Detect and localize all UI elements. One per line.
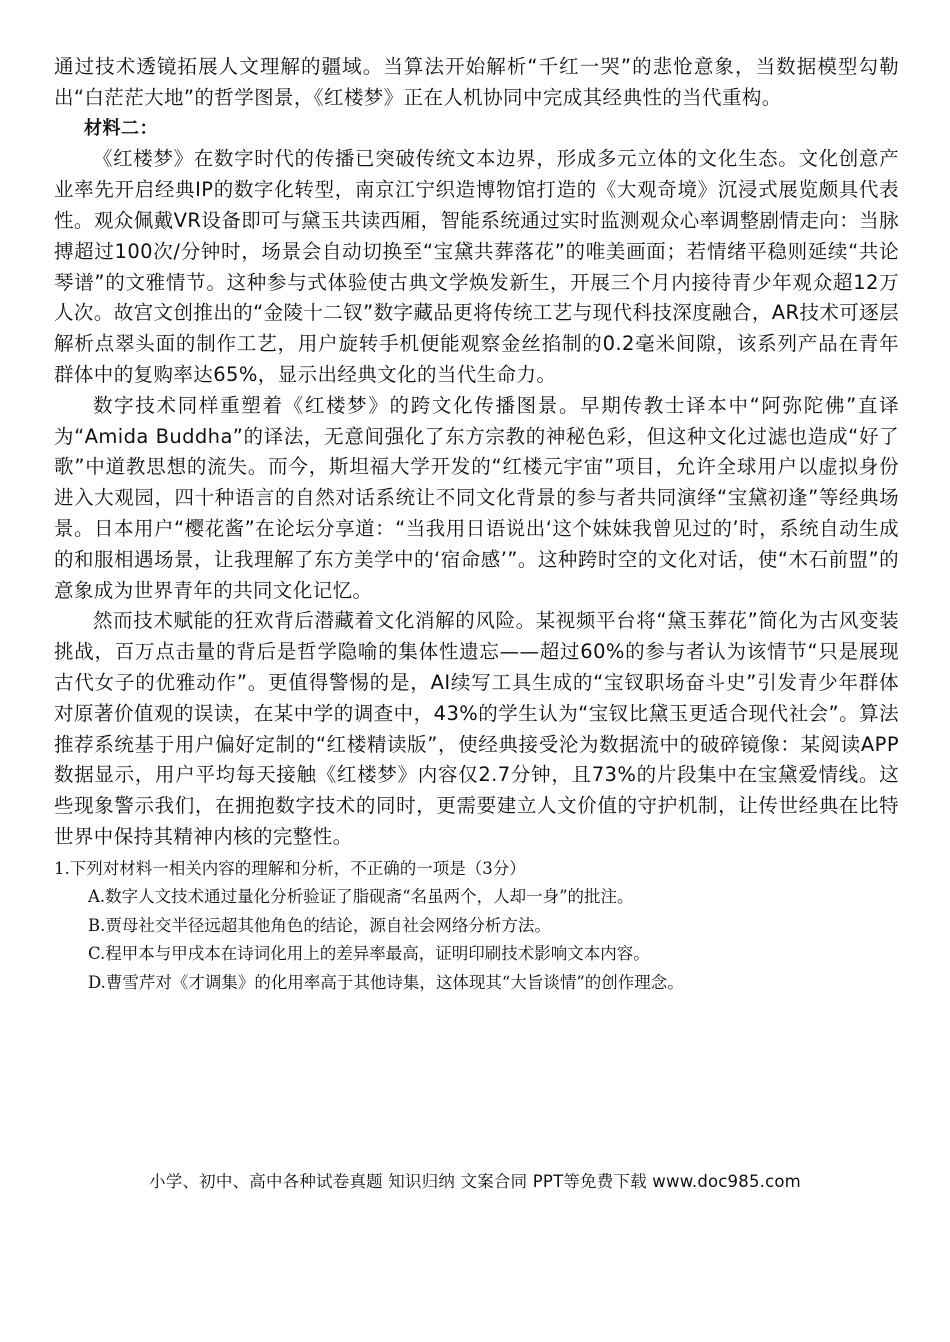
paragraph-1: 《红楼梦》在数字时代的传播已突破传统文本边界，形成多元立体的文化生态。文化创意产业率先开启经典IP的数字化转型，南京江宁织造博物馆打造的《大观奇境》沉浸式展览颇具代表性。观众佩戴VR设备即可与黛玉共读西厢，智能系统通过实时监测观众心率调整剧情走向：当脉搏超过100次/分钟时，场景会自动切换至“宝黛共葬落花”的唯美画面；若情绪平稳则延续“共论琴谱”的文雅情节。这种参与式体验使古典文学焕发新生，开展三个月内接待青少年观众超12万人次。故宫文创推出的“金陵十二钗”数字藏品更将传统工艺与现代科技深度融合，AR技术可逐层解析点翠头面的制作工艺，用户旋转手机便能观察金丝掐制的0.2毫米间隙，该系列产品在青年群体中的复购率达65%，显示出经典文化的当代生命力。 (54, 147, 899, 386)
question-block (54, 855, 899, 998)
intro-paragraph: 通过技术透镜拓展人文理解的疆域。当算法开始解析“千红一哭”的悲怆意象，当数据模型勾勒出“白茫茫大地”的哲学图景，《红楼梦》正在人机协同中完成其经典性的当代重构。 (54, 55, 899, 109)
paragraph-3: 然而技术赋能的狂欢背后潜藏着文化消解的风险。某视频平台将“黛玉葬花”简化为古风变装挑战，百万点击量的背后是哲学隐喻的集体性遗忘——超过60%的参与者认为该情节“只是展现古代女子的优雅动作”。更值得警惕的是，AI续写工具生成的“宝钗职场奋斗史”引发青少年群体对原著价值观的误读，在某中学的调查中，43%的学生认为“宝钗比黛玉更适合现代社会”。算法推荐系统基于用户偏好定制的“红楼精读版”，使经典接受沦为数据流中的破碎镜像：某阅读APP数据显示，用户平均每天接触《红楼梦》内容仅2.7分钟，且73%的片段集中在宝黛爱情线。这些现象警示我们，在拥抱数字技术的同时，更需要建立人文价值的守护机制，让传世经典在比特世界中保持其精神内核的完整性。 (54, 609, 899, 848)
footer-note: 小学、初中、高中各种试卷真题 知识归纳 文案合同 PPT等免费下载 www.doc985.com (149, 1172, 801, 1191)
option-a: A.数字人文技术通过量化分析验证了脂砚斋“名虽两个，人却一身”的批注。 (88, 887, 634, 907)
paragraph-2: 数字技术同样重塑着《红楼梦》的跨文化传播图景。早期传教士译本中“阿弥陀佛”直译为“Amida Buddha”的译法，无意间强化了东方宗教的神秘色彩，但这种文化过滤也造成“好了歌”中道教思想的流失。而今，斯坦福大学开发的“红楼元宇宙”项目，允许全球用户以虚拟身份进入大观园，四十种语言的自然对话系统让不同文化背景的参与者共同演绎“宝黛初逢”等经典场景。日本用户“樱花酱”在论坛分享道：“当我用日语说出‘这个妹妹我曾见过的’时，系统自动生成的和服相遇场景，让我理解了东方美学中的‘宿命感’”。这种跨时空的文化对话，使“木石前盟”的意象成为世界青年的共同文化记忆。 (54, 393, 899, 602)
option-c: C.程甲本与甲戌本在诗词化用上的差异率最高，证明印刷技术影响文本内容。 (88, 944, 650, 964)
answer-options (54, 883, 899, 997)
option-b: B.贾母社交半径远超其他角色的结论，源自社会网络分析方法。 (88, 915, 551, 935)
article-body (54, 52, 899, 997)
option-d: D.曹雪芹对《才调集》的化用率高于其他诗集，这体现其“大旨谈情”的创作理念。 (88, 972, 684, 992)
question-stem: 1.下列对材料一相关内容的理解和分析，不正确的一项是（3分） (54, 858, 526, 878)
section-heading: 材料二： (84, 117, 158, 139)
